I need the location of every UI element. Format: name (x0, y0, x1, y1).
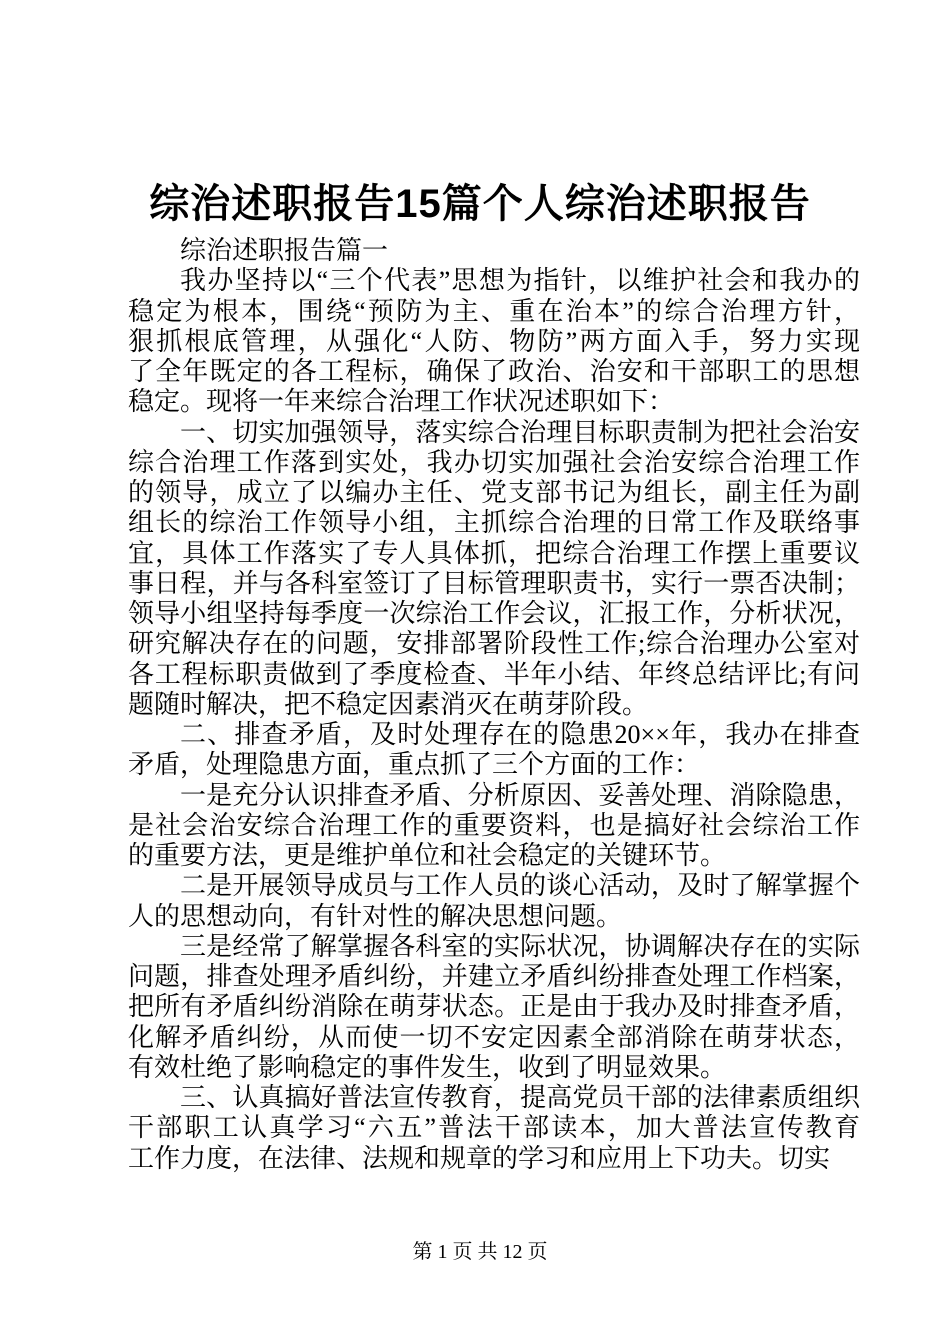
text-line: 我办坚持以“三个代表”思想为指针，以维护社会和我办的 (180, 266, 860, 296)
text-line: 研究解决存在的问题，安排部署阶段性工作;综合治理办公室对 (128, 629, 860, 659)
page-footer (110, 1240, 850, 1264)
text-line: 把所有矛盾纠纷消除在萌芽状态。正是由于我办及时排查矛盾， (128, 992, 860, 1022)
document-body (128, 236, 860, 1174)
text-line: 题随时解决，把不稳定因素消灭在萌芽阶段。 (128, 689, 649, 719)
text-line: 稳定。现将一年来综合治理工作状况述职如下： (128, 387, 675, 417)
text-line: 领导小组坚持每季度一次综治工作会议，汇报工作，分析状况， (128, 599, 860, 628)
text-line: 组长的综治工作领导小组，主抓综合治理的日常工作及联络事 (128, 508, 860, 538)
text-line: 工作力度，在法律、法规和规章的学习和应用上下功夫。切实 (128, 1143, 831, 1173)
page-number-label: 第 1 页 共 12 页 (412, 1241, 548, 1263)
text-line: 三、认真搞好普法宣传教育，提高党员干部的法律素质组织 (180, 1083, 860, 1112)
text-line: 一是充分认识排查矛盾、分析原因、妥善处理、消除隐患， (180, 780, 860, 810)
text-line: 了全年既定的各工程标，确保了政治、治安和干部职工的思想 (128, 357, 860, 386)
text-line: 有效杜绝了影响稳定的事件发生，收到了明显效果。 (128, 1052, 727, 1082)
text-line: 一、切实加强领导，落实综合治理目标职责制为把社会治安 (180, 417, 860, 447)
text-line: 二、排查矛盾，及时处理存在的隐患20××年，我办在排查 (180, 720, 860, 749)
text-line: 问题，排查处理矛盾纠纷，并建立矛盾纠纷排查处理工作档案， (128, 962, 860, 991)
text-line: 二是开展领导成员与工作人员的谈心活动，及时了解掌握个 (180, 871, 860, 901)
text-line: 三是经常了解掌握各科室的实际状况，协调解决存在的实际 (180, 931, 860, 961)
text-line: 的领导，成立了以编办主任、党支部书记为组长，副主任为副 (128, 478, 860, 507)
text-line: 是社会治安综合治理工作的重要资料，也是搞好社会综治工作 (128, 810, 860, 840)
document-title: 综治述职报告15篇个人综治述职报告 (149, 182, 811, 226)
text-line: 综治述职报告篇一 (180, 236, 389, 265)
text-line: 事日程，并与各科室签订了目标管理职责书，实行一票否决制； (128, 568, 860, 598)
text-line: 稳定为根本，围绕“预防为主、重在治本”的综合治理方针， (128, 296, 860, 326)
text-line: 矛盾，处理隐患方面，重点抓了三个方面的工作： (128, 750, 701, 780)
text-line: 化解矛盾纠纷，从而使一切不安定因素全部消除在萌芽状态， (128, 1022, 860, 1052)
text-line: 干部职工认真学习“六五”普法干部读本，加大普法宣传教育 (128, 1113, 860, 1143)
text-line: 宜，具体工作落实了专人具体抓，把综合治理工作摆上重要议 (128, 538, 860, 568)
text-line: 人的思想动向，有针对性的解决思想问题。 (128, 901, 623, 931)
text-line: 综合治理工作落到实处，我办切实加强社会治安综合治理工作 (128, 447, 860, 477)
text-line: 的重要方法，更是维护单位和社会稳定的关键环节。 (128, 841, 727, 870)
text-line: 狠抓根底管理，从强化“人防、物防”两方面入手，努力实现 (128, 326, 860, 356)
text-line: 各工程标职责做到了季度检查、半年小结、年终总结评比;有问 (128, 659, 860, 689)
